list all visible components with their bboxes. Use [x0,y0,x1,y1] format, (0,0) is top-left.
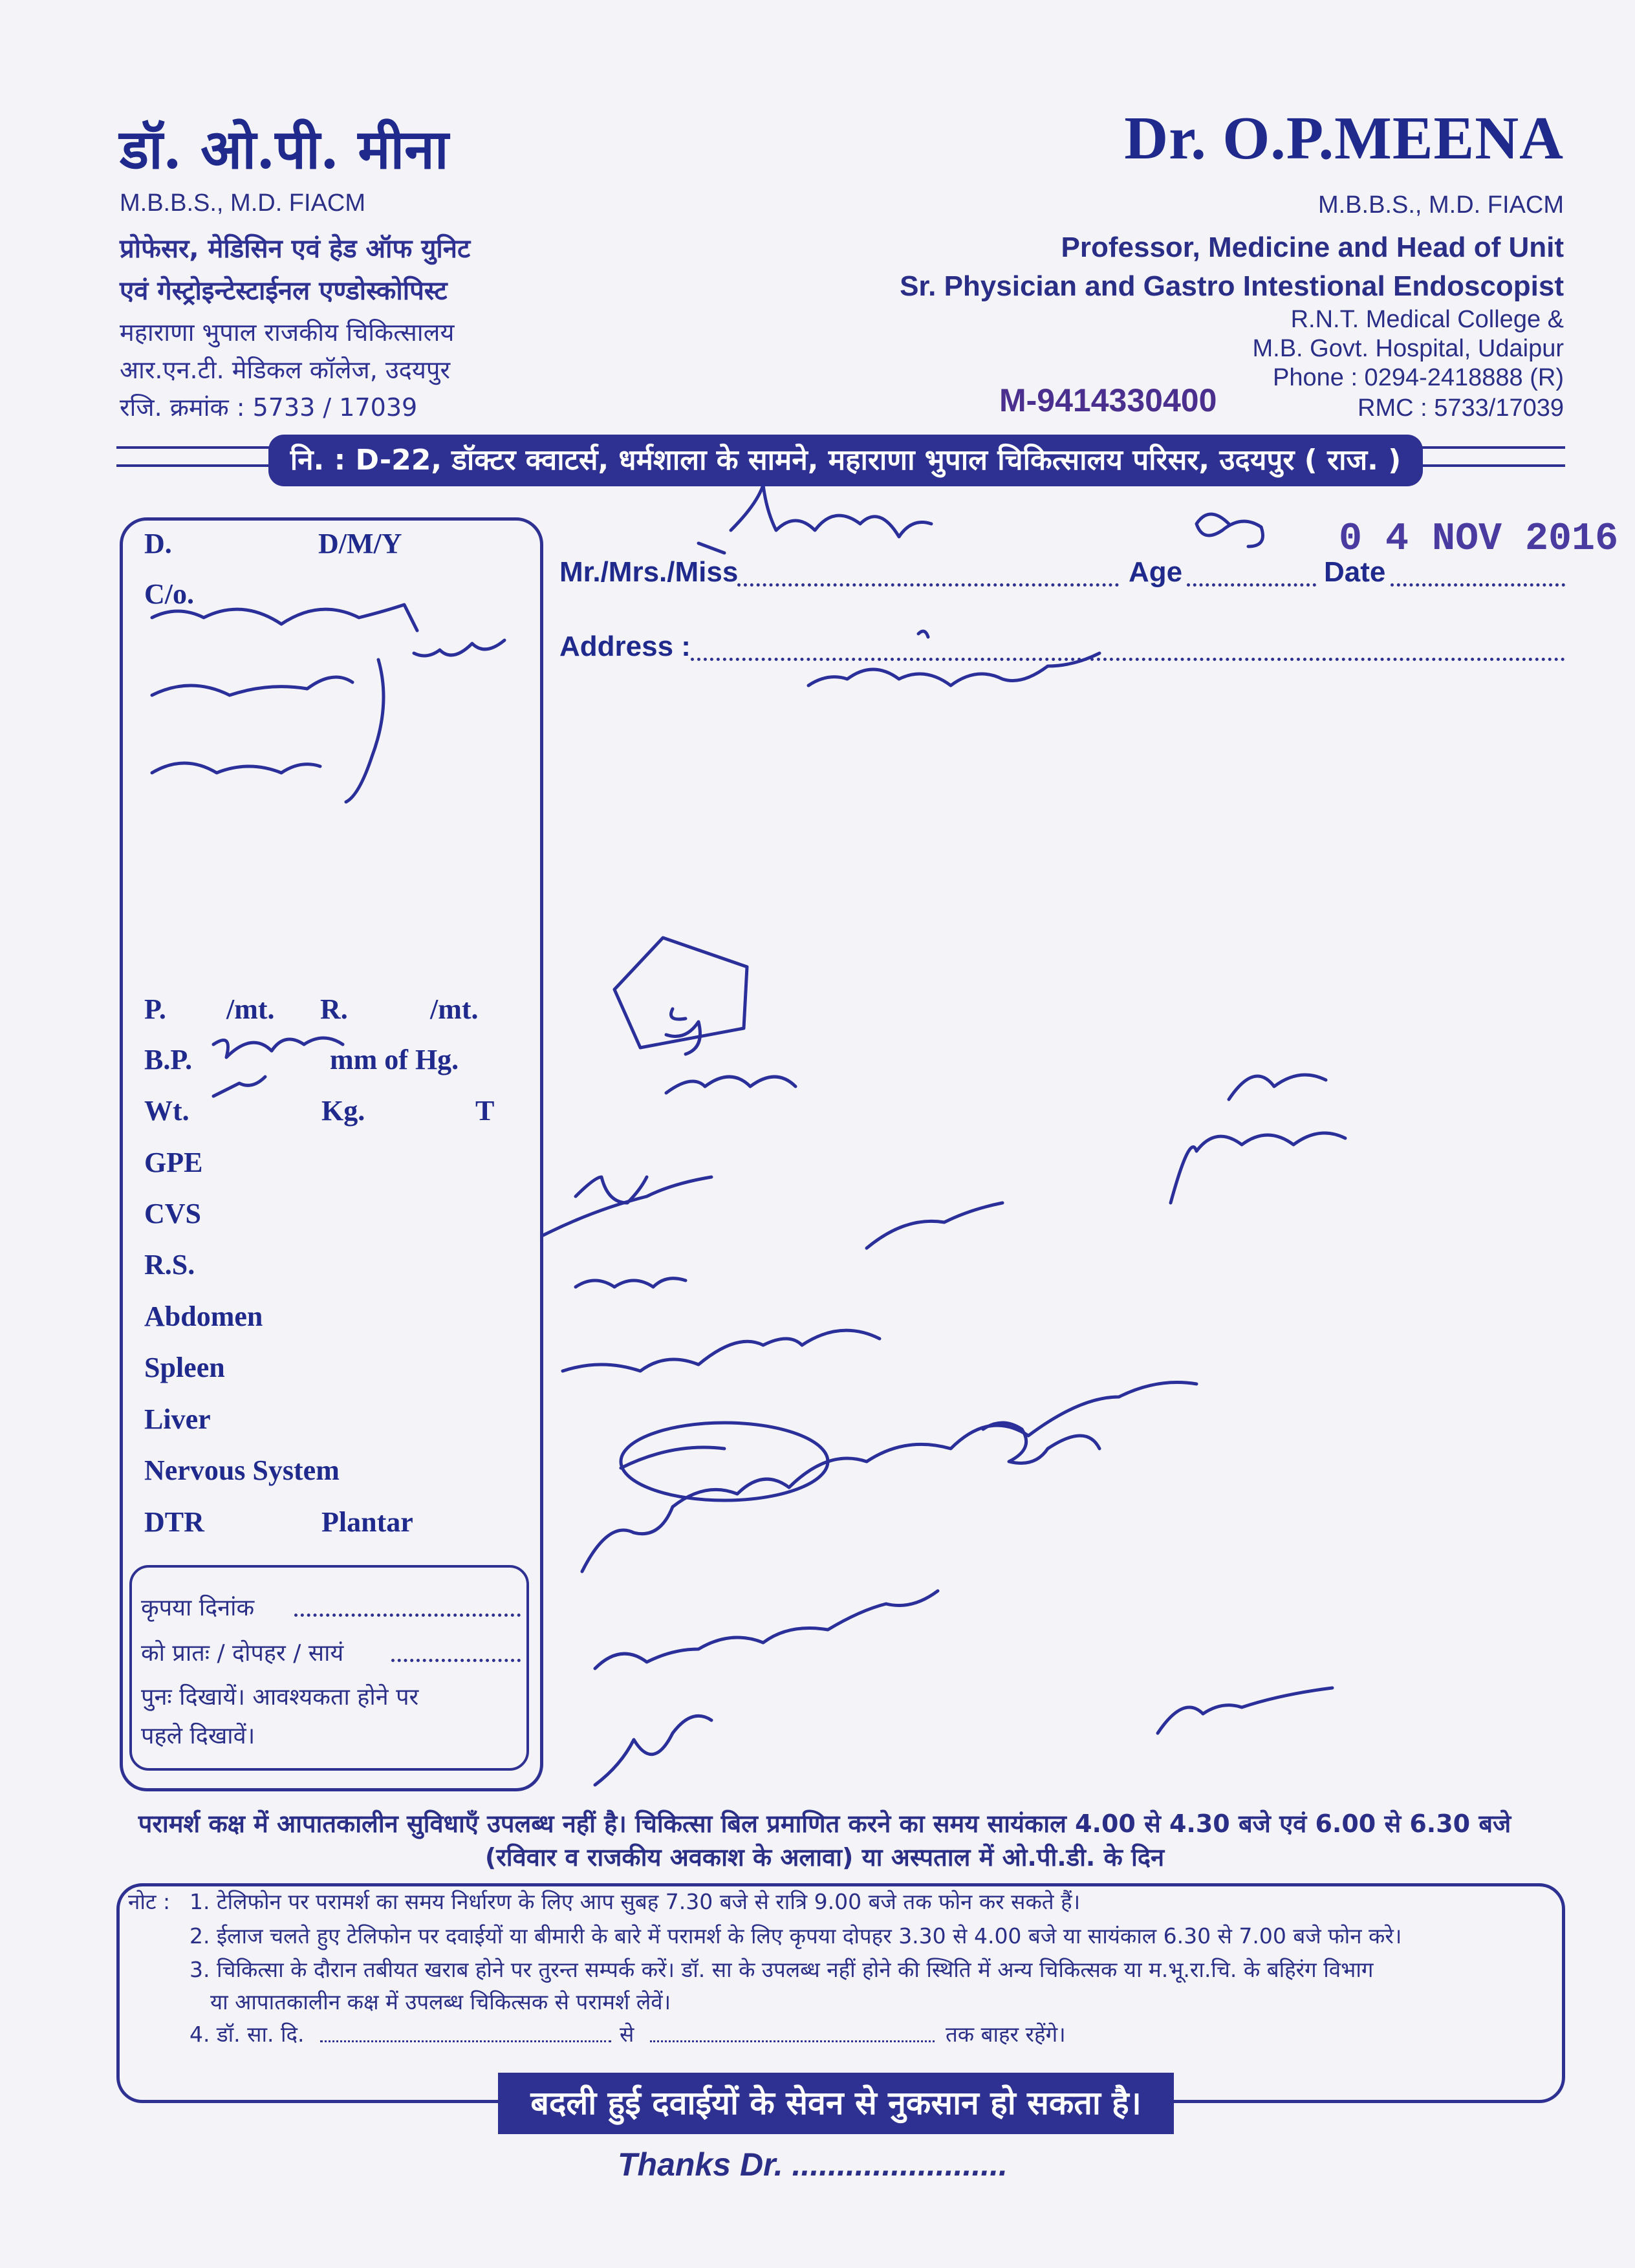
label-rs: R.S. [144,1249,195,1280]
note-4-to-blank [650,2040,935,2042]
label-bp-unit: mm of Hg. [330,1044,459,1075]
hindi-college: आर.एन.टी. मेडिकल कॉलेज, उदयपुर [120,356,451,384]
english-phone: Phone : 0294-2418888 (R) [1273,364,1564,391]
label-bp: B.P. [144,1044,193,1075]
residence-address-bar: नि. : D-22, डॉक्टर क्वाटर्स, धर्मशाला के सामने, महाराणा भुपाल चिकित्सालय परिसर, उदयपुर ( राज. ) [268,435,1423,486]
english-rmc: RMC : 5733/17039 [1358,394,1564,422]
label-weight-unit: Kg. [321,1095,365,1127]
label-abdomen: Abdomen [144,1301,263,1332]
label-weight: Wt. [144,1095,189,1127]
mobile-stamp: M-9414330400 [999,382,1217,418]
label-address: Address : [559,631,691,662]
english-degree: M.B.B.S., M.D. FIACM [1317,191,1564,219]
notice-line-1: परामर्श कक्ष में आपातकालीन सुविधाएँ उपलब्ध नहीं है। चिकित्सा बिल प्रमाणित करने का समय सायंकाल 4.00 से 4.30 बजे एवं 6.00 से 6.30 बजे [138,1809,1511,1838]
followup-line-4: पहले दिखावें। [141,1723,255,1749]
label-dmy: D/M/Y [318,528,402,559]
label-d: D. [144,528,172,559]
notes-label: नोट : [128,1889,171,1914]
note-1: 1. टेलिफोन पर परामर्श का समय निर्धारण के लिए आप सुबह 7.30 बजे से रात्रि 9.00 बजे तक फोन कर सकते हैं। [189,1889,1081,1914]
hindi-hospital: महाराणा भुपाल राजकीय चिकित्सालय [120,318,455,347]
hindi-designation-2: एवं गेस्ट्रोइन्टेस्टाईनल एण्डोस्कोपिस्ट [120,276,448,306]
label-respiration-unit: /mt. [430,993,479,1025]
note-4-from-blank [320,2040,611,2042]
followup-line-3: पुनः दिखायें। आवश्यकता होने पर [141,1684,419,1711]
label-temperature: T [475,1095,495,1127]
label-cvs: CVS [144,1198,202,1229]
label-plantar: Plantar [321,1506,413,1538]
hindi-registration: रजि. क्रमांक : 5733 / 17039 [120,393,418,422]
label-spleen: Spleen [144,1352,225,1383]
english-college: R.N.T. Medical College & [1290,306,1564,333]
hindi-degree: M.B.B.S., M.D. FIACM [120,189,366,217]
followup-line-2: को प्रातः / दोपहर / सायं [141,1640,344,1667]
english-designation-2: Sr. Physician and Gastro Intestional Endoscopist [900,270,1564,302]
note-3-continued: या आपातकालीन कक्ष में उपलब्ध चिकित्सक से परामर्श लेवें। [210,1989,671,2014]
label-pulse-unit: /mt. [226,993,275,1025]
english-doctor-name: Dr. O.P.MEENA [1124,105,1564,172]
label-date: Date [1324,556,1386,588]
english-hospital: M.B. Govt. Hospital, Udaipur [1252,335,1564,362]
hindi-doctor-name: डॉ. ओ.पी. मीना [120,117,449,181]
note-4-to: से [620,2022,634,2047]
label-age: Age [1129,556,1183,588]
english-designation-1: Professor, Medicine and Head of Unit [1061,232,1564,263]
note-2: 2. ईलाज चलते हुए टेलिफोन पर दवाईयों या बीमारी के बारे में परामर्श के लिए कृपया दोपहर 3.30 से 4.00 बजे या सायंकाल 6.30 से 7.00 बजे फोन करे। [189,1923,1402,1949]
label-care-of: C/o. [144,578,194,610]
label-respiration: R. [320,993,348,1025]
notice-line-2: (रविवार व राजकीय अवकाश के अलावा) या अस्पताल में ओ.पी.डी. के दिन [484,1843,1165,1872]
note-4-end: तक बाहर रहेंगे। [946,2022,1066,2047]
hindi-designation-1: प्रोफेसर, मेडिसिन एवं हेड ऑफ युनिट [120,234,471,264]
medicine-warning: बदली हुई दवाईयों के सेवन से नुकसान हो सकता है। [498,2073,1174,2134]
thanks-line: Thanks Dr. ........................ [618,2146,1008,2183]
label-dtr: DTR [144,1506,204,1538]
label-nervous-system: Nervous System [144,1454,340,1486]
note-3: 3. चिकित्सा के दौरान तबीयत खराब होने पर तुरन्त सम्पर्क करें। डॉ. सा के उपलब्ध नहीं होने की स्थिति में अन्य चिकित्सक या म.भू.रा.चि. के बहिरंग विभाग [189,1957,1374,1982]
label-gpe: GPE [144,1147,203,1178]
date-stamp: 0 4 NOV 2016 [1339,517,1619,561]
label-liver: Liver [144,1403,211,1435]
followup-line-1: कृपया दिनांक [141,1595,255,1621]
label-patient-name: Mr./Mrs./Miss [559,556,739,588]
label-pulse: P. [144,993,166,1025]
note-4: 4. डॉ. सा. दि. [189,2022,305,2047]
